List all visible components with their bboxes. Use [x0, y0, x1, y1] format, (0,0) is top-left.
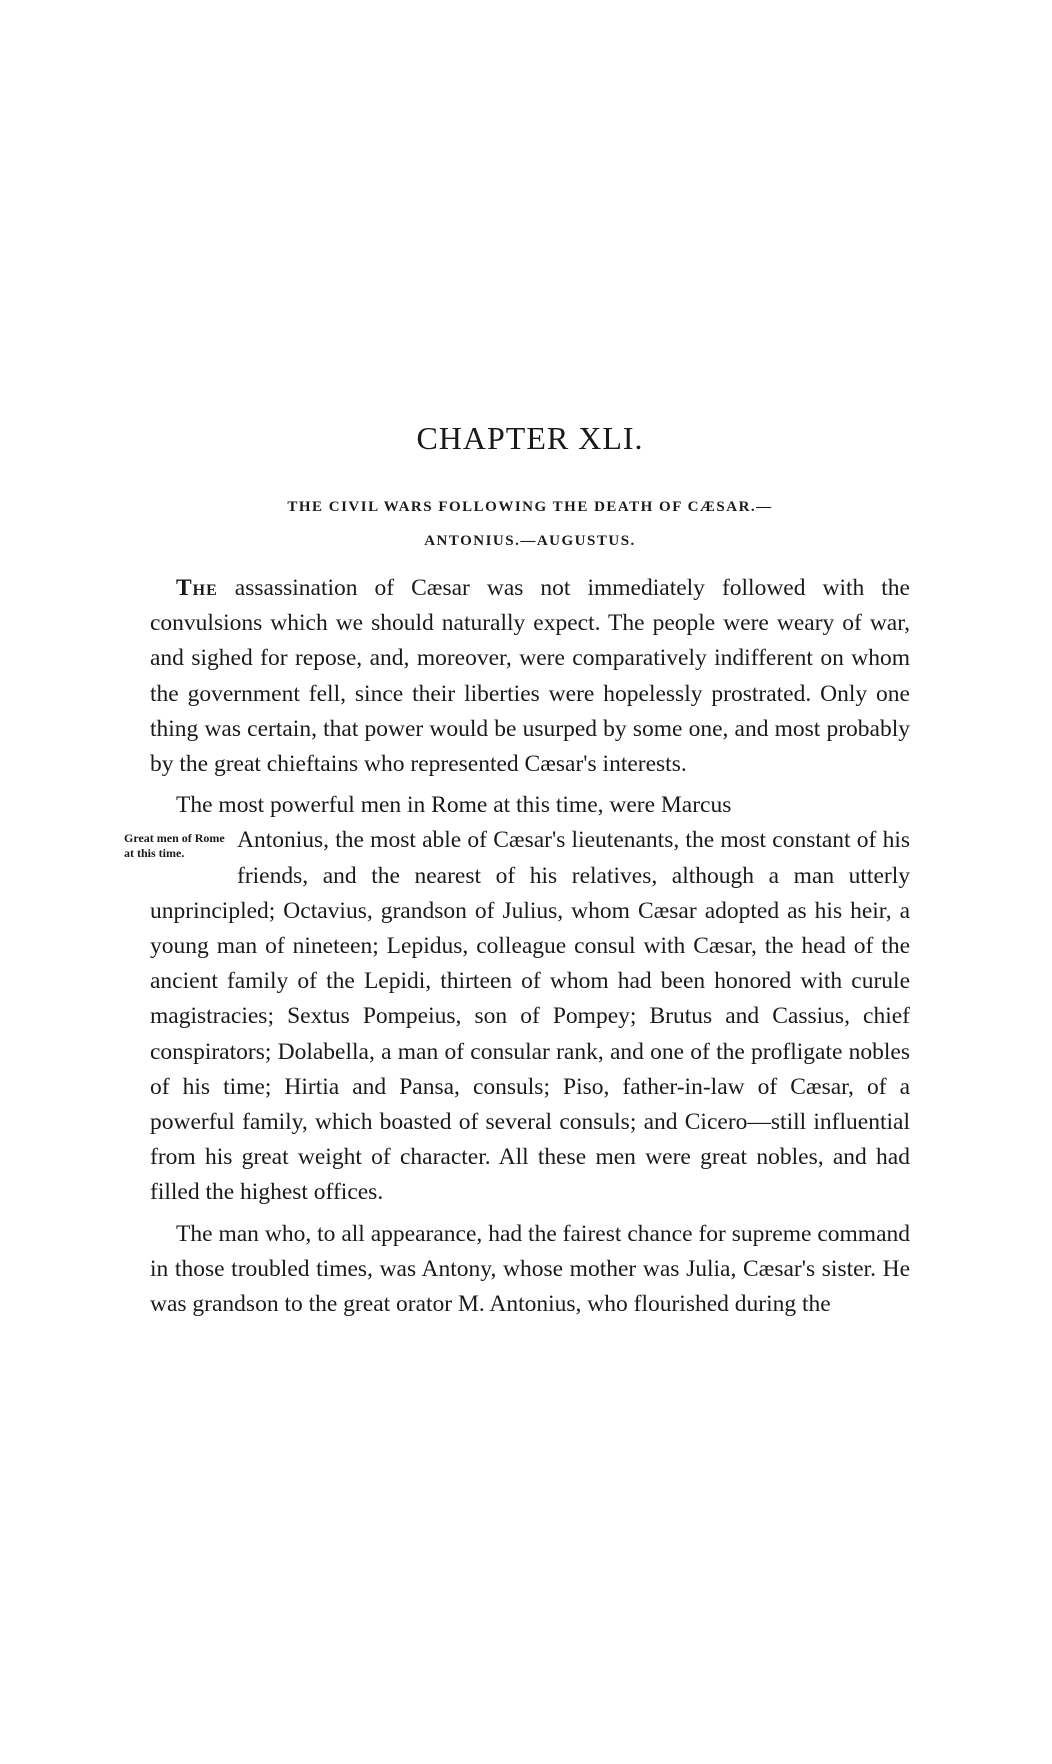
paragraph-3-text: The man who, to all appearance, had the fairest chance for supreme command in those troubled times, was Antony, whose mother was Julia, Cæsar's sister. He was grandson to the great orator M. Antonius, who flourished during the — [150, 1220, 910, 1318]
paragraph-lead-in: The — [176, 575, 218, 601]
paragraph-2 — [124, 788, 910, 1210]
chapter-subtitle — [150, 490, 910, 558]
paragraph-2-text: Antonius, the most able of Cæsar's lieutenants, the most constant of his friends, and the nearest of his relatives, although a man utterly unprincipled; Octavius, grandson of Julius, whom Cæsar adopted as his heir, a young man of nineteen; Lepidus, colleague consul with Cæsar, the head of the ancient family of the Lepidi, thirteen of whom had been honored with curule magistracies; Sextus Pompeius, son of Pompey; Brutus and Cassius, chief conspirators; Dolabella, a man of consular rank, and one of the profligate nobles of his time; Hirtia and Pansa, consuls; Piso, father-in-law of Cæsar, of a powerful family, which boasted of several consuls; and Cicero—still influential from his great weight of character. All these men were great nobles, and had filled the highest offices. — [150, 827, 910, 1206]
paragraph-3 — [150, 1217, 910, 1323]
chapter-subtitle-line-2: ANTONIUS.—AUGUSTUS. — [424, 533, 636, 549]
paragraph-1-text: assassination of Cæsar was not immediately followed with the convulsions which we should naturally expect. The people were weary of war, and sighed for repose, and, moreover, were comparatively indifferent on whom the government fell, since their liberties were hopelessly prostrated. Only one thing was certain, that power would be usurped by some one, and most probably by the great chieftains who represented Cæsar's interests. — [150, 575, 910, 778]
book-page — [124, 0, 910, 1764]
paragraph-1 — [150, 571, 910, 782]
chapter-body — [124, 571, 910, 1328]
chapter-heading: CHAPTER XLI. — [416, 420, 644, 456]
paragraph-2-opening: The most powerful men in Rome at this time, were Marcus — [176, 792, 732, 819]
chapter-subtitle-line-1: THE CIVIL WARS FOLLOWING THE DEATH OF CÆSAR.— — [287, 499, 773, 515]
margin-note: Great men of Rome at this time. — [124, 831, 225, 861]
